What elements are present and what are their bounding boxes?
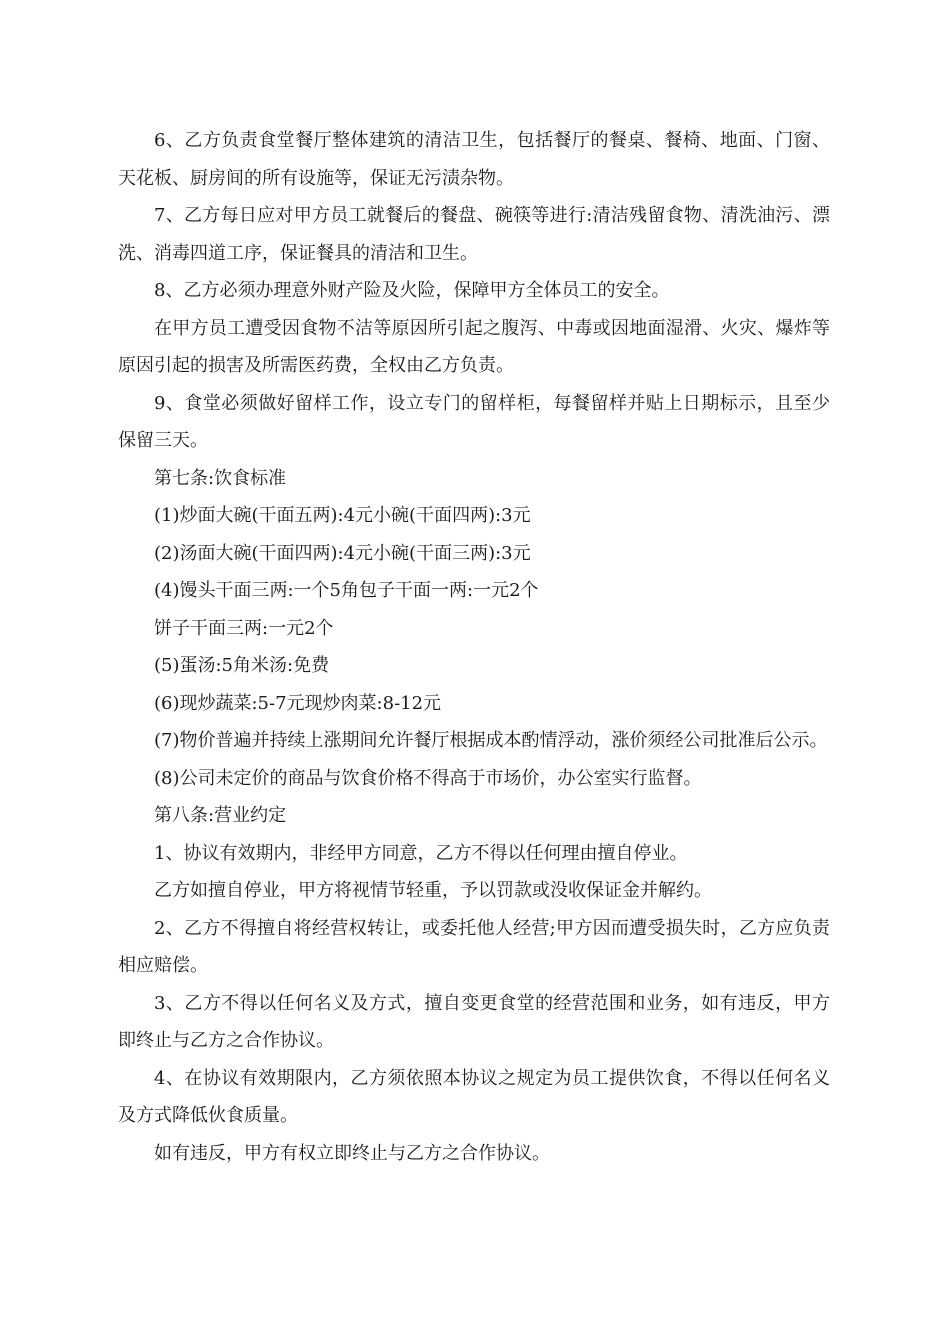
document-body xyxy=(118,122,830,1172)
price-item-2: (2)汤面大碗(干面四两):4元小碗(干面三两):3元 xyxy=(154,542,531,564)
price-item-5: (5)蛋汤:5角米汤:免费 xyxy=(154,655,330,676)
paragraph-clause-8: 8、乙方必须办理意外财产险及火险，保障甲方全体员工的安全。 xyxy=(154,280,670,301)
price-item-4: (4)馒头干面三两:一个5角包子干面一两:一元2个 xyxy=(154,580,539,601)
paragraph-clause-9: 9、食堂必须做好留样工作，设立专门的留样柜，每餐留样并贴上日期标示，且至少保留三天。 xyxy=(118,392,830,451)
price-item-1: (1)炒面大碗(干面五两):4元小碗(干面四两):3元 xyxy=(154,505,531,526)
paragraph-business-2: 2、乙方不得擅自将经营权转让，或委托他人经营;甲方因而遭受损失时，乙方应负责相应赔偿。 xyxy=(118,917,830,976)
price-item-bing: 饼子干面三两:一元2个 xyxy=(154,617,334,639)
price-item-7: (7)物价普遍并持续上涨期间允许餐厅根据成本酌情浮动，涨价须经公司批准后公示。 xyxy=(154,730,828,751)
paragraph-clause-6: 6、乙方负责食堂餐厅整体建筑的清洁卫生，包括餐厅的餐桌、餐椅、地面、门窗、天花板、厨房间的所有设施等，保证无污渍杂物。 xyxy=(118,130,830,189)
paragraph-business-3: 3、乙方不得以任何名义及方式，擅自变更食堂的经营范围和业务，如有违反，甲方即终止与乙方之合作协议。 xyxy=(118,992,830,1051)
paragraph-business-1: 1、协议有效期内，非经甲方同意，乙方不得以任何理由擅自停业。 xyxy=(154,842,688,864)
paragraph-business-1-penalty: 乙方如擅自停业，甲方将视情节轻重，予以罚款或没收保证金并解约。 xyxy=(154,880,712,901)
paragraph-business-4-violation: 如有违反，甲方有权立即终止与乙方之合作协议。 xyxy=(154,1142,550,1164)
section-heading-article-7: 第七条:饮食标准 xyxy=(154,467,287,489)
paragraph-business-4: 4、在协议有效期限内，乙方须依照本协议之规定为员工提供饮食，不得以任何名义及方式降低伙食质量。 xyxy=(118,1067,830,1126)
price-item-8: (8)公司未定价的商品与饮食价格不得高于市场价，办公室实行监督。 xyxy=(154,767,702,789)
paragraph-liability: 在甲方员工遭受因食物不洁等原因所引起之腹泻、中毒或因地面湿滑、火灾、爆炸等原因引起的损害及所需医药费，全权由乙方负责。 xyxy=(118,317,830,376)
price-item-6: (6)现炒蔬菜:5-7元现炒肉菜:8-12元 xyxy=(154,692,442,714)
section-heading-article-8: 第八条:营业约定 xyxy=(154,805,287,826)
paragraph-clause-7: 7、乙方每日应对甲方员工就餐后的餐盘、碗筷等进行:清洁残留食物、清洗油污、漂洗、消毒四道工序，保证餐具的清洁和卫生。 xyxy=(118,205,830,264)
